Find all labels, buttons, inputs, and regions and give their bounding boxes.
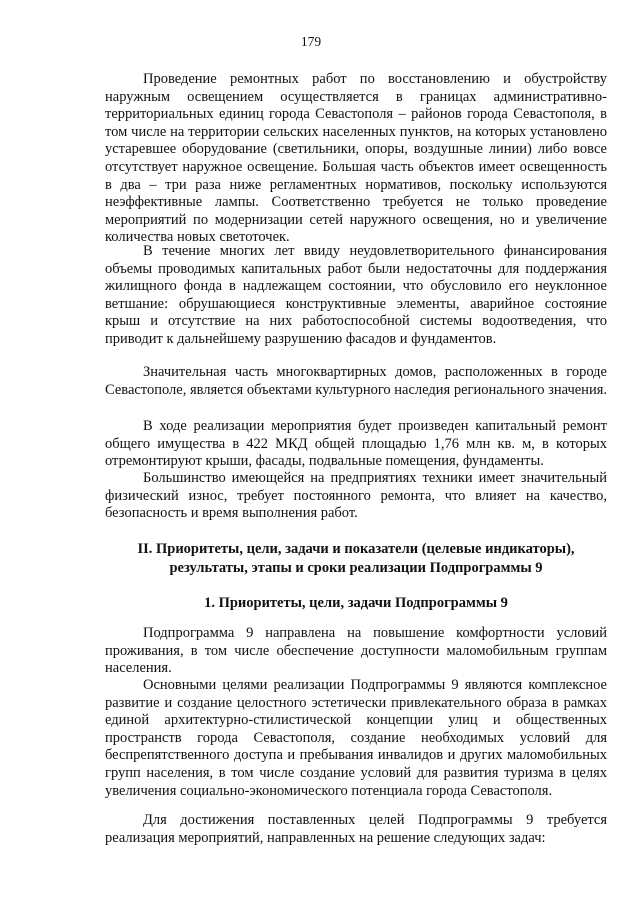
subsection-heading: 1. Приоритеты, цели, задачи Подпрограммы 9 xyxy=(204,595,508,611)
paragraph-cultural-heritage: Значительная часть многоквартирных домов, расположенных в городе Севастополе, является объектами культурного наследия регионального значения. xyxy=(105,364,607,398)
paragraph-equipment-wear: Большинство имеющейся на предприятиях техники имеет значительный физический износ, требует постоянного ремонта, что влияет на качество, безопасность и время выполнения работ. xyxy=(105,470,607,522)
paragraph-subprogram-purpose: Подпрограмма 9 направлена на повышение комфортности условий проживания, в том числе обеспечение доступности маломобильным группам населения. xyxy=(105,625,607,677)
paragraph-capital-repair: В ходе реализации мероприятия будет произведен капитальный ремонт общего имущества в 422 МКД общей площадью 1,76 млн кв. м, в которых отремонтируют крыши, фасады, подвальные помещения, фундаменты. xyxy=(105,418,607,470)
paragraph-housing-financing: В течение многих лет ввиду неудовлетворительного финансирования объемы проводимых капитальных работ были недостаточны для поддержания жилищного фонда в надлежащем состоянии, что обусловило его неуклонное ветшание: обрушающиеся конструктивные элементы, аварийное состояние крыш и отсутствие на них работоспособной системы водоотведения, что приводит к дальнейшему разрушению фасадов и фундаментов. xyxy=(105,243,607,347)
section-heading: II. Приоритеты, цели, задачи и показатели (целевые индикаторы), результаты, этапы и сроки реализации Подпрограммы 9 xyxy=(137,541,575,576)
paragraph-street-lighting: Проведение ремонтных работ по восстановлению и обустройству наружным освещением осуществляется в границах административно-территориальных единиц города Севастополя – районов города Севастополя, в том числе на территории сельских населенных пунктов, на которых установлено устаревшее оборудование (светильники, опоры, воздушные линии) либо вовсе отсутствует наружное освещение. Большая часть объектов имеет освещенность в два – три раза ниже регламентных нормативов, поскольку используются неэффективные лампы. Соответственно требуется не только проведение мероприятий по модернизации сетей наружного освещения, но и увеличение количества новых светоточек. xyxy=(105,71,607,246)
paragraph-subprogram-tasks: Для достижения поставленных целей Подпрограммы 9 требуется реализация мероприятий, направленных на решение следующих задач: xyxy=(105,812,607,846)
paragraph-subprogram-goals: Основными целями реализации Подпрограммы 9 являются комплексное развитие и создание целостного эстетически привлекательного образа в рамках единой архитектурно-стилистической концепции улиц и общественных пространств города Севастополя, создание необходимых условий для беспрепятственного доступа и пребывания инвалидов и других маломобильных групп населения, в том числе создание условий для развития туризма в целях увеличения социально-экономического потенциала города Севастополя. xyxy=(105,677,607,799)
page-number: 179 xyxy=(300,34,322,49)
